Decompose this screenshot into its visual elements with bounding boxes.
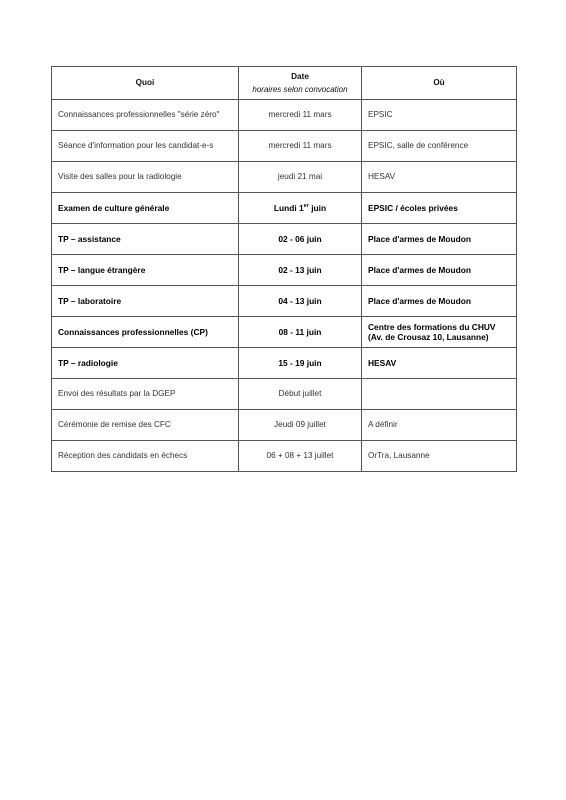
- cell-what: Envoi des résultats par la DGEP: [52, 379, 239, 410]
- cell-where: [362, 317, 517, 348]
- table-row: [52, 286, 517, 317]
- table-row: [52, 348, 517, 379]
- cell-date-prefix: Lundi 1: [273, 203, 304, 213]
- cell-date-ordinal: er: [303, 203, 309, 210]
- cell-where: A définir: [362, 410, 517, 441]
- header-date: [239, 67, 362, 100]
- table-row: [52, 131, 517, 162]
- cell-where: HESAV: [362, 162, 517, 193]
- cell-what: Cérémonie de remise des CFC: [52, 410, 239, 441]
- table-row: [52, 410, 517, 441]
- cell-date: jeudi 21 mai: [239, 162, 362, 193]
- cell-what: Connaissances professionnelles "série zéro": [52, 100, 239, 131]
- cell-what: Visite des salles pour la radiologie: [52, 162, 239, 193]
- cell-date: Jeudi 09 juillet: [239, 410, 362, 441]
- header-where: Où: [362, 67, 517, 100]
- cell-where: Place d'armes de Moudon: [362, 255, 517, 286]
- table-row: [52, 100, 517, 131]
- cell-date: 04 - 13 juin: [239, 286, 362, 317]
- schedule-table: [51, 66, 517, 472]
- cell-what: Connaissances professionnelles (CP): [52, 317, 239, 348]
- header-what: Quoi: [52, 67, 239, 100]
- cell-date: 02 - 13 juin: [239, 255, 362, 286]
- cell-where: EPSIC / écoles privées: [362, 193, 517, 224]
- cell-where: OrTra, Lausanne: [362, 441, 517, 472]
- header-date-label: Date: [291, 71, 309, 81]
- cell-what: Examen de culture générale: [52, 193, 239, 224]
- cell-date: mercredi 11 mars: [239, 131, 362, 162]
- table-row: [52, 255, 517, 286]
- table-row: [52, 379, 517, 410]
- cell-date: 15 - 19 juin: [239, 348, 362, 379]
- cell-where: EPSIC, salle de conférence: [362, 131, 517, 162]
- cell-what: Réception des candidats en échecs: [52, 441, 239, 472]
- cell-what: Séance d'information pour les candidat-e-s: [52, 131, 239, 162]
- cell-where-line1: Centre des formations du CHUV: [368, 322, 496, 332]
- cell-where: Place d'armes de Moudon: [362, 224, 517, 255]
- cell-what: TP – assistance: [52, 224, 239, 255]
- cell-date-suffix: juin: [308, 203, 327, 213]
- cell-date: 02 - 06 juin: [239, 224, 362, 255]
- cell-where-line2: (Av. de Crousaz 10, Lausanne): [368, 332, 489, 342]
- cell-where: HESAV: [362, 348, 517, 379]
- table-row: [52, 317, 517, 348]
- cell-date: mercredi 11 mars: [239, 100, 362, 131]
- table-row: [52, 441, 517, 472]
- cell-what: TP – laboratoire: [52, 286, 239, 317]
- table-header-row: [52, 67, 517, 100]
- table-row: [52, 162, 517, 193]
- table-row: [52, 193, 517, 224]
- cell-where: Place d'armes de Moudon: [362, 286, 517, 317]
- cell-date: Début juillet: [239, 379, 362, 410]
- cell-where: EPSIC: [362, 100, 517, 131]
- cell-where: [362, 379, 517, 410]
- cell-date: 08 - 11 juin: [239, 317, 362, 348]
- table-row: [52, 224, 517, 255]
- cell-date: 06 + 08 + 13 juillet: [239, 441, 362, 472]
- cell-date: [239, 193, 362, 224]
- cell-what: TP – langue étrangère: [52, 255, 239, 286]
- cell-what: TP – radiologie: [52, 348, 239, 379]
- header-date-subtitle: horaires selon convocation: [252, 84, 348, 94]
